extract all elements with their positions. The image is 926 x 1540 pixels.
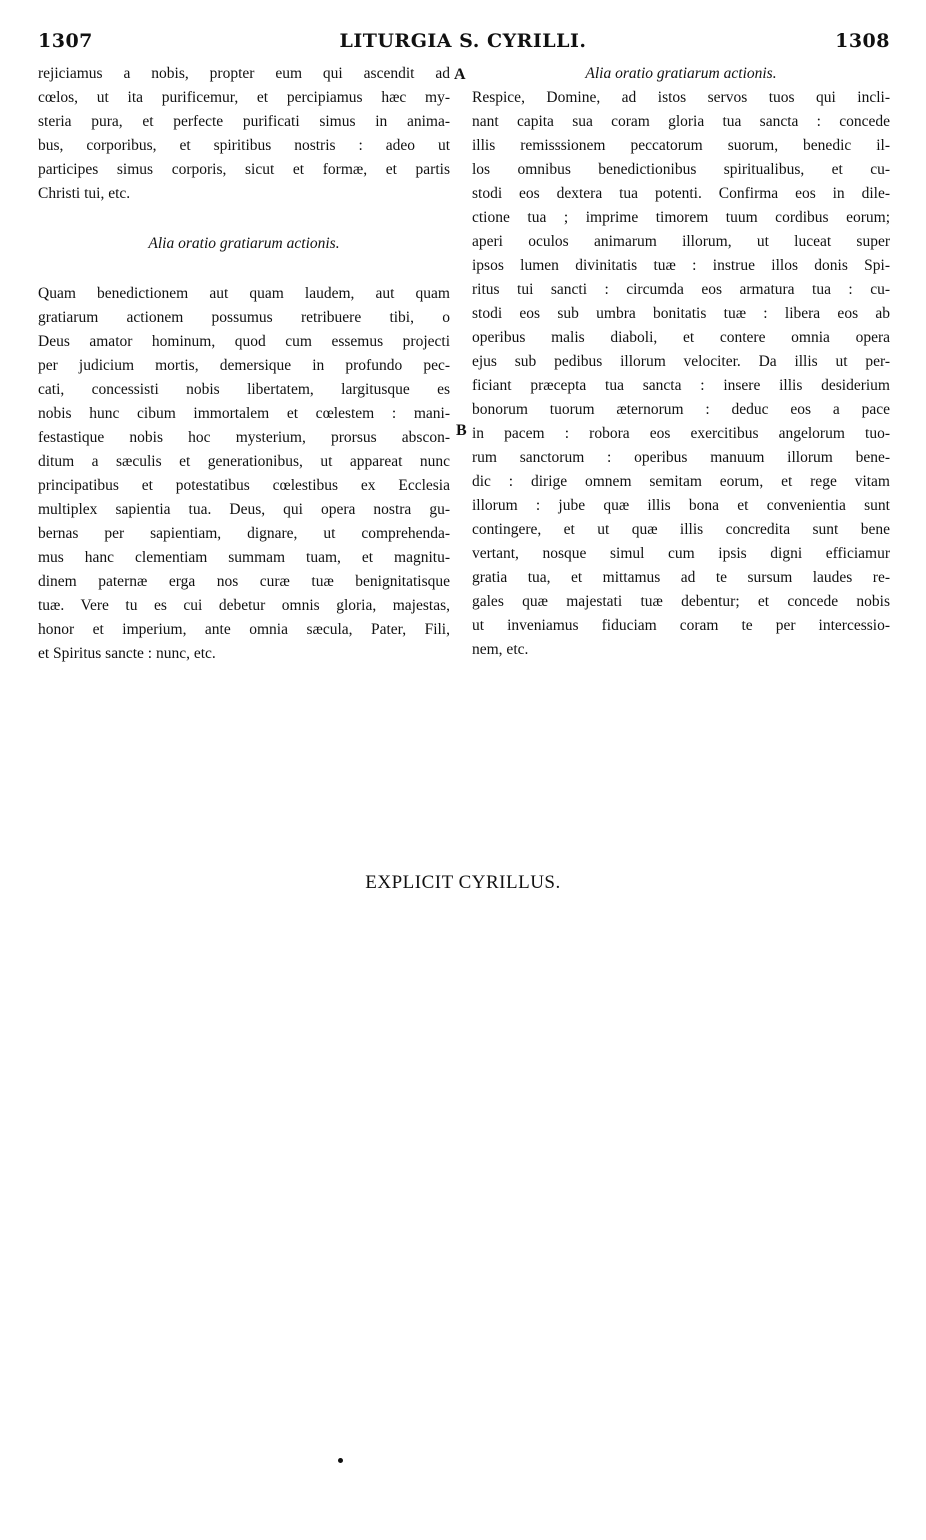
text-line: los omnibus benedictionibus spiritualibus, et cu- bbox=[472, 161, 890, 178]
text-line: cœlos, ut ita purificemur, et percipiamus hæc my- bbox=[38, 89, 450, 106]
spacer bbox=[38, 206, 450, 232]
text-line: contingere, et ut quæ illis concredita sunt bene bbox=[472, 521, 890, 538]
text-line: Respice, Domine, ad istos servos tuos qui incli- bbox=[472, 89, 890, 106]
text-line: in pacem : robora eos exercitibus angelorum tuo- bbox=[472, 425, 890, 442]
left-paragraph-1 bbox=[38, 62, 450, 206]
text-line: ficiant præcepta tua sancta : insere illis desiderium bbox=[472, 377, 890, 394]
text-line: dinem paternæ erga nos curæ tuæ benignitatisque bbox=[38, 573, 450, 590]
text-line: dic : dirige omnem semitam eorum, et rege vitam bbox=[472, 473, 890, 490]
text-line: steria pura, et perfecte purificati simus in anima- bbox=[38, 113, 450, 130]
page-header bbox=[0, 30, 926, 62]
text-line: multiplex sapientia tua. Deus, qui opera nostra gu- bbox=[38, 501, 450, 518]
text-line: honor et imperium, ante omnia sæcula, Pater, Fili, bbox=[38, 621, 450, 638]
text-line: ctione tua ; imprime timorem tuum cordibus eorum; bbox=[472, 209, 890, 226]
ink-speck bbox=[338, 1458, 343, 1463]
text-line: rum sanctorum : operibus manuum illorum bene- bbox=[472, 449, 890, 466]
text-line: Deus amator hominum, quod cum essemus projecti bbox=[38, 333, 450, 350]
text-line: rejiciamus a nobis, propter eum qui ascendit ad bbox=[38, 65, 450, 82]
right-column bbox=[472, 62, 890, 662]
explicit-colophon: EXPLICIT CYRILLUS. bbox=[365, 872, 561, 893]
left-column bbox=[38, 62, 450, 666]
text-line: bernas per sapientiam, dignare, ut comprehenda- bbox=[38, 525, 450, 542]
text-line: per judicium mortis, demersique in profundo pec- bbox=[38, 357, 450, 374]
text-line: cati, concessisti nobis libertatem, largitusque es bbox=[38, 381, 450, 398]
text-line: participes simus corporis, sicut et formæ, et partis bbox=[38, 161, 450, 178]
text-line: vertant, nosque simul cum ipsis digni efficiamur bbox=[472, 545, 890, 562]
text-line: gratiarum actionem possumus retribuere tibi, o bbox=[38, 309, 450, 326]
text-line: nem, etc. bbox=[472, 641, 529, 658]
text-line: gales quæ majestati tuæ debentur; et concede nobis bbox=[472, 593, 890, 610]
text-line: mus hanc clementiam summam tuam, et magnitu- bbox=[38, 549, 450, 566]
text-line: principatibus et potestatibus cœlestibus ex Ecclesia bbox=[38, 477, 450, 494]
right-paragraph bbox=[472, 86, 890, 662]
text-line: operibus malis diaboli, et contere omnia opera bbox=[472, 329, 890, 346]
text-line: Christi tui, etc. bbox=[38, 185, 131, 202]
text-line: stodi eos dextera tua potenti. Confirma eos in dile- bbox=[472, 185, 890, 202]
text-line: nobis hunc cibum immortalem et cœlestem : mani- bbox=[38, 405, 450, 422]
section-heading: Alia oratio gratiarum actionis. bbox=[585, 65, 777, 82]
running-title: LITURGIA S. CYRILLI. bbox=[339, 30, 587, 52]
text-line: illorum : jube quæ illis bona et convenientia sunt bbox=[472, 497, 890, 514]
text-line: illis remisssionem peccatorum suorum, benedic il- bbox=[472, 137, 890, 154]
text-line: festastique nobis hoc mysterium, prorsus abscon- bbox=[38, 429, 450, 446]
text-line: nant capita sua coram gloria tua sancta : concede bbox=[472, 113, 890, 130]
left-page-number: 1307 bbox=[38, 30, 93, 52]
text-line: ut inveniamus fiduciam coram te per intercessio- bbox=[472, 617, 890, 634]
text-line: tuæ. Vere tu es cui debetur omnis gloria, majestas, bbox=[38, 597, 450, 614]
text-line: ejus sub pedibus illorum velociter. Da illis ut per- bbox=[472, 353, 890, 370]
text-line: bonorum tuorum æternorum : deduc eos a pace bbox=[472, 401, 890, 418]
text-line: Quam benedictionem aut quam laudem, aut quam bbox=[38, 285, 450, 302]
text-line: bus, corporibus, et spiritibus nostris : adeo ut bbox=[38, 137, 450, 154]
text-line: ritus tui sancti : circumda eos armatura tua : cu- bbox=[472, 281, 890, 298]
text-line: gratia tua, et mittamus ad te sursum laudes re- bbox=[472, 569, 890, 586]
spacer bbox=[38, 256, 450, 282]
text-line: aperi oculos animarum illorum, ut luceat super bbox=[472, 233, 890, 250]
left-paragraph-2 bbox=[38, 282, 450, 666]
text-line: ditum a sæculis et generationibus, ut appareat nunc bbox=[38, 453, 450, 470]
text-line: stodi eos sub umbra bonitatis tuæ : libera eos ab bbox=[472, 305, 890, 322]
margin-marker-a: A bbox=[454, 66, 466, 83]
margin-marker-b: B bbox=[456, 422, 467, 439]
text-line: et Spiritus sancte : nunc, etc. bbox=[38, 645, 216, 662]
section-heading: Alia oratio gratiarum actionis. bbox=[148, 235, 340, 252]
right-page-number: 1308 bbox=[835, 30, 890, 52]
text-line: ipsos lumen divinitatis tuæ : instrue illos donis Spi- bbox=[472, 257, 890, 274]
